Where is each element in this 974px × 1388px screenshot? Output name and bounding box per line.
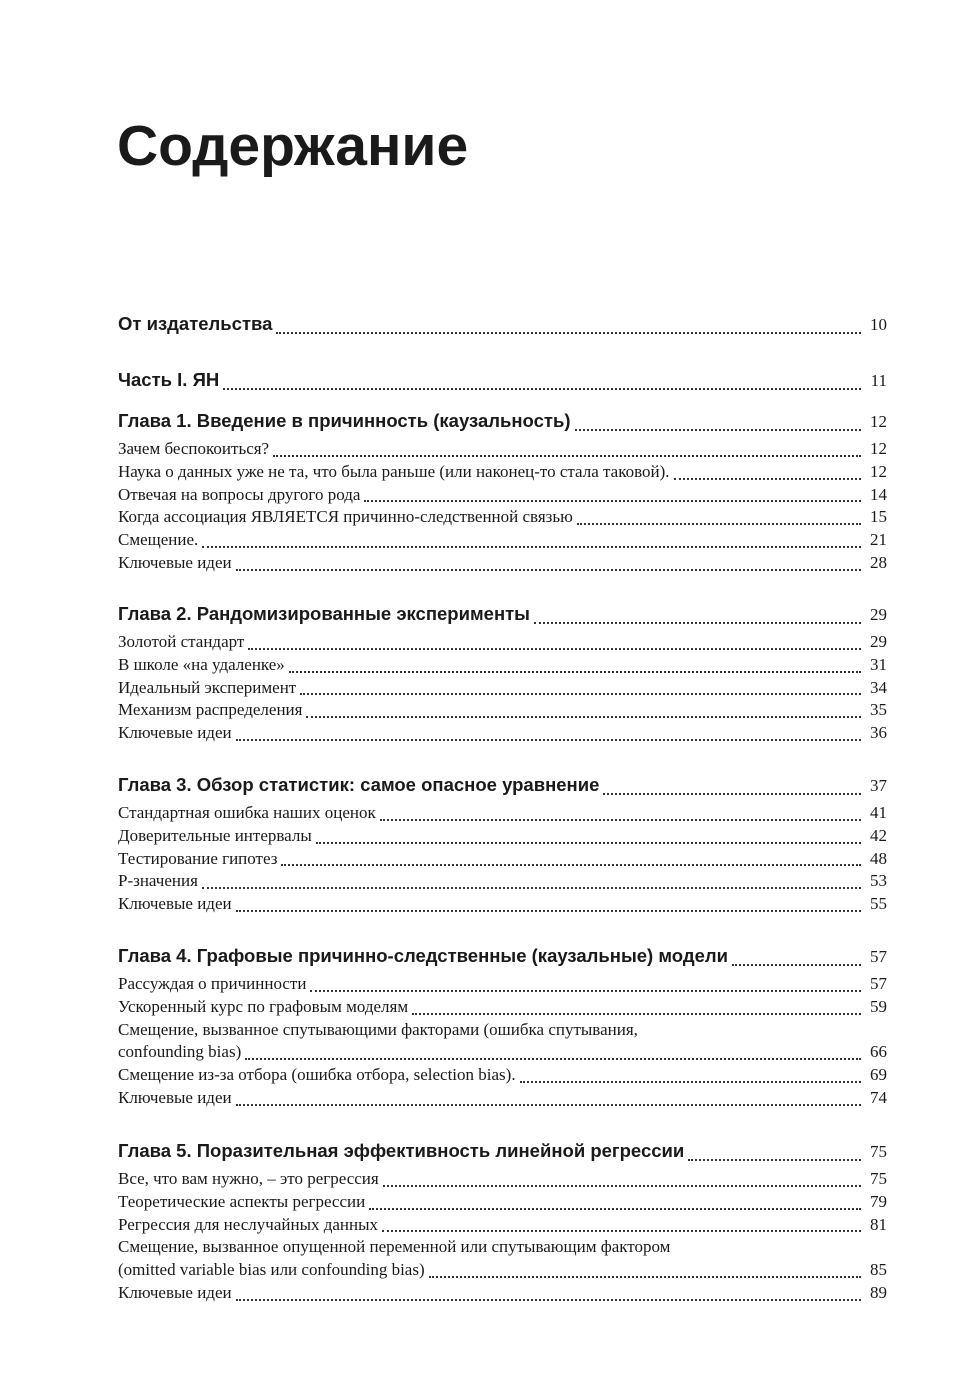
dot-leader	[277, 848, 865, 871]
toc-label: Ускоренный курс по графовым моделям	[118, 996, 409, 1016]
dot-leader	[198, 870, 865, 893]
dot-leader	[296, 677, 865, 700]
dot-leader	[219, 366, 865, 394]
toc-label: Глава 4. Графовые причинно-следственные (каузальные) модели	[118, 945, 728, 966]
toc-section[interactable]	[118, 529, 887, 552]
toc-chapter-5[interactable]	[118, 1137, 887, 1165]
toc-section-line-2[interactable]	[118, 1259, 887, 1282]
toc-page-number: 42	[870, 825, 887, 845]
toc-label: Ключевые идеи	[118, 1087, 232, 1107]
toc-page-number: 57	[870, 947, 887, 966]
dot-leader	[573, 506, 865, 529]
dot-leader	[379, 1168, 865, 1191]
toc-section-line-1[interactable]	[118, 1236, 887, 1259]
dot-leader	[684, 1137, 865, 1165]
toc-section[interactable]	[118, 825, 887, 848]
page-title: Содержание	[117, 114, 469, 178]
toc-label: Отвечая на вопросы другого рода	[118, 484, 361, 504]
toc-label: (omitted variable bias или confounding bias)	[118, 1260, 425, 1280]
toc-section-line-1[interactable]	[118, 1019, 887, 1042]
dot-leader	[269, 438, 865, 461]
toc-page-number: 81	[870, 1214, 887, 1234]
toc-section[interactable]	[118, 893, 887, 916]
toc-page-number: 11	[870, 371, 887, 390]
toc-chapter-1-sections	[118, 438, 887, 575]
toc-page-number: 69	[870, 1065, 887, 1085]
toc-label: Смещение, вызванное опущенной переменной или спутывающим фактором	[118, 1237, 671, 1257]
toc-section[interactable]	[118, 722, 887, 745]
toc-label: Рассуждая о причинности	[118, 974, 307, 993]
toc-chapter-4-sections	[118, 973, 887, 1110]
toc-page-number: 15	[870, 507, 887, 527]
toc-section[interactable]	[118, 552, 887, 575]
toc-label: Стандартная ошибка наших оценок	[118, 803, 376, 822]
toc-page-number: 29	[870, 632, 887, 651]
toc-label: Смещение, вызванное спутывающими факторами (ошибка спутывания,	[118, 1019, 638, 1039]
toc-page-number: 57	[870, 974, 887, 993]
toc-section[interactable]	[118, 1064, 887, 1087]
toc-page-number: 37	[870, 776, 887, 795]
toc-page-number: 35	[870, 700, 887, 720]
toc-section[interactable]	[118, 996, 887, 1019]
toc-page-number: 14	[870, 484, 887, 504]
dot-leader	[365, 1191, 865, 1214]
toc-section[interactable]	[118, 654, 887, 677]
toc-label: В школе «на удаленке»	[118, 654, 285, 674]
toc-section[interactable]	[118, 1087, 887, 1110]
dot-leader	[728, 942, 865, 970]
toc-page-number: 12	[870, 461, 887, 481]
dot-leader	[408, 996, 865, 1019]
dot-leader	[599, 771, 865, 799]
toc-label: P-значения	[118, 871, 198, 891]
dot-leader	[285, 654, 865, 677]
toc-section[interactable]	[118, 1191, 887, 1214]
toc-section[interactable]	[118, 699, 887, 722]
toc-page-number: 53	[870, 871, 887, 891]
toc-page-number: 89	[870, 1282, 887, 1302]
toc-page-number: 55	[870, 894, 887, 914]
dot-leader	[232, 722, 865, 745]
toc-section[interactable]	[118, 484, 887, 507]
toc-section[interactable]	[118, 1214, 887, 1237]
dot-leader	[516, 1064, 865, 1087]
toc-label: Глава 2. Рандомизированные эксперименты	[118, 603, 530, 624]
toc-label: Механизм распределения	[118, 700, 303, 720]
toc-page-number: 31	[870, 654, 887, 674]
dot-leader	[232, 893, 865, 916]
toc-page-number: 12	[870, 439, 887, 458]
dot-leader	[244, 631, 865, 654]
toc-label: Часть I. ЯН	[118, 369, 220, 390]
toc-page-number: 48	[870, 848, 887, 868]
toc-label: Ключевые идеи	[118, 723, 232, 743]
toc-label: Когда ассоциация ЯВЛЯЕТСЯ причинно-следственной связью	[118, 507, 573, 527]
dot-leader	[232, 552, 865, 575]
toc-section-line-2[interactable]	[118, 1041, 887, 1064]
toc-page-number: 34	[870, 677, 887, 697]
toc-label: Глава 3. Обзор статистик: самое опасное уравнение	[118, 774, 600, 795]
toc-section[interactable]	[118, 973, 887, 996]
toc-label: Глава 5. Поразительная эффективность линейной регрессии	[118, 1140, 685, 1161]
toc-section[interactable]	[118, 631, 887, 654]
toc-page-number: 28	[870, 552, 887, 572]
toc-label: Золотой стандарт	[118, 632, 245, 651]
toc-chapter-3-sections	[118, 802, 887, 916]
toc-label: Теоретические аспекты регрессии	[118, 1191, 366, 1211]
toc-label: Идеальный эксперимент	[118, 677, 297, 697]
dot-leader	[378, 1214, 865, 1237]
toc-page-number: 59	[870, 996, 887, 1016]
toc-entry-part-1[interactable]	[118, 366, 887, 394]
toc-label: Смещение из-за отбора (ошибка отбора, selection bias).	[118, 1065, 516, 1085]
toc-chapter-4[interactable]	[118, 942, 887, 970]
toc-section[interactable]	[118, 677, 887, 700]
toc-label: Зачем беспокоиться?	[118, 439, 270, 458]
toc-page-number: 36	[870, 723, 887, 743]
dot-leader	[425, 1259, 865, 1282]
toc-label: Доверительные интервалы	[118, 825, 312, 845]
toc-label: Наука о данных уже не та, что была раньше (или наконец-то стала таковой).	[118, 461, 670, 481]
toc-label: Ключевые идеи	[118, 894, 232, 914]
toc-entry-publisher[interactable]	[118, 310, 887, 338]
toc-label: Ключевые идеи	[118, 552, 232, 572]
toc-page-number: 29	[870, 605, 887, 624]
dot-leader	[530, 600, 865, 628]
dot-leader	[232, 1282, 865, 1305]
dot-leader	[241, 1041, 865, 1064]
toc-section[interactable]	[118, 870, 887, 893]
toc-label: Глава 1. Введение в причинность (каузальность)	[118, 410, 571, 431]
dot-leader	[302, 699, 865, 722]
dot-leader	[198, 529, 865, 552]
toc-page-number: 79	[870, 1191, 887, 1211]
dot-leader	[376, 802, 865, 825]
toc-section[interactable]	[118, 1282, 887, 1305]
toc-page-number: 74	[870, 1087, 887, 1107]
toc-chapter-3[interactable]	[118, 771, 887, 799]
toc-label: Тестирование гипотез	[118, 848, 278, 868]
dot-leader	[312, 825, 865, 848]
toc-section[interactable]	[118, 1168, 887, 1191]
toc-label: Регрессия для неслучайных данных	[118, 1214, 379, 1234]
toc-label: Смещение.	[118, 530, 199, 550]
toc-page-number: 41	[870, 803, 887, 822]
toc-label: Все, что вам нужно, – это регрессия	[118, 1169, 379, 1188]
dot-leader	[232, 1087, 865, 1110]
toc-section[interactable]	[118, 506, 887, 529]
toc-section[interactable]	[118, 848, 887, 871]
toc-page-number: 75	[870, 1142, 887, 1161]
toc-chapter-1[interactable]	[118, 407, 887, 435]
toc-page-number: 85	[870, 1260, 887, 1280]
dot-leader	[670, 461, 865, 484]
dot-leader	[306, 973, 865, 996]
toc-page-number: 75	[870, 1169, 887, 1188]
toc-page-number: 12	[870, 412, 887, 431]
toc-page-number: 10	[870, 315, 887, 334]
toc-page-number: 66	[870, 1042, 887, 1062]
dot-leader	[360, 484, 865, 507]
toc-label: От издательства	[118, 313, 273, 334]
toc-chapter-2[interactable]	[118, 600, 887, 628]
toc-label: Ключевые идеи	[118, 1282, 232, 1302]
toc-chapter-5-sections	[118, 1168, 887, 1305]
toc-chapter-2-sections	[118, 631, 887, 745]
toc-label: confounding bias)	[118, 1042, 242, 1062]
toc-page-number: 21	[870, 530, 887, 550]
toc-section[interactable]	[118, 802, 887, 825]
dot-leader	[571, 407, 866, 435]
toc-section[interactable]	[118, 461, 887, 484]
toc-section[interactable]	[118, 438, 887, 461]
dot-leader	[272, 310, 865, 338]
